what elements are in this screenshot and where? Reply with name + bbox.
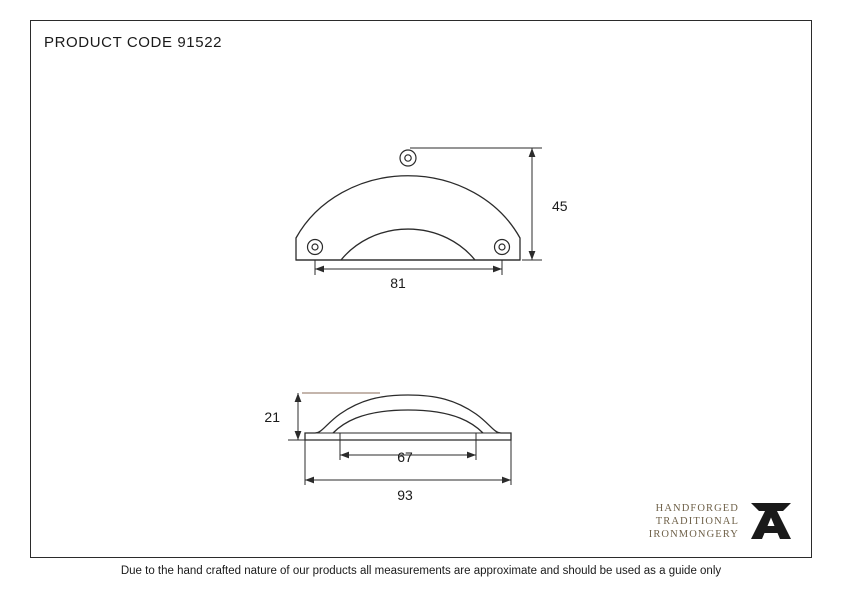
- front-height-arrow-top: [529, 148, 536, 157]
- anvil-a-icon: [747, 499, 795, 543]
- dim-label-67: 67: [397, 449, 413, 465]
- dim-label-93: 93: [397, 487, 413, 503]
- front-elevation-view: [296, 176, 520, 260]
- front-width-arrow-right: [493, 266, 502, 273]
- anvil-a-glyph: [751, 503, 791, 539]
- front-height-arrow-bottom: [529, 251, 536, 260]
- side-overall-arrow-right: [502, 477, 511, 484]
- logo-text: [649, 502, 739, 541]
- right-fixing-hole-center: [499, 244, 505, 250]
- side-overall-arrow-left: [305, 477, 314, 484]
- page-title: PRODUCT CODE 91522: [44, 34, 223, 51]
- logo-line-1: HANDFORGED: [655, 502, 739, 514]
- side-inner-arrow-left: [340, 452, 349, 459]
- footer-disclaimer: Due to the hand crafted nature of our products all measurements are approximate and should be used as a guide only: [120, 565, 722, 577]
- side-height-arrow-top: [295, 393, 302, 402]
- front-width-dimension: [315, 260, 502, 275]
- left-fixing-hole-center: [312, 244, 318, 250]
- side-height-arrow-bottom: [295, 431, 302, 440]
- side-elevation-view: [305, 395, 511, 440]
- technical-drawing: [30, 20, 812, 558]
- logo-line-2: TRADITIONAL: [655, 515, 739, 527]
- dim-label-21: 21: [264, 409, 280, 425]
- brand-logo: [645, 497, 795, 545]
- front-width-arrow-left: [315, 266, 324, 273]
- front-outer-outline: [296, 176, 520, 260]
- side-inner-arrow-right: [467, 452, 476, 459]
- dim-label-45: 45: [552, 198, 568, 214]
- logo-line-3: IRONMONGERY: [648, 528, 739, 540]
- top-fixing-hole-center: [405, 155, 411, 161]
- dim-label-81: 81: [390, 275, 406, 291]
